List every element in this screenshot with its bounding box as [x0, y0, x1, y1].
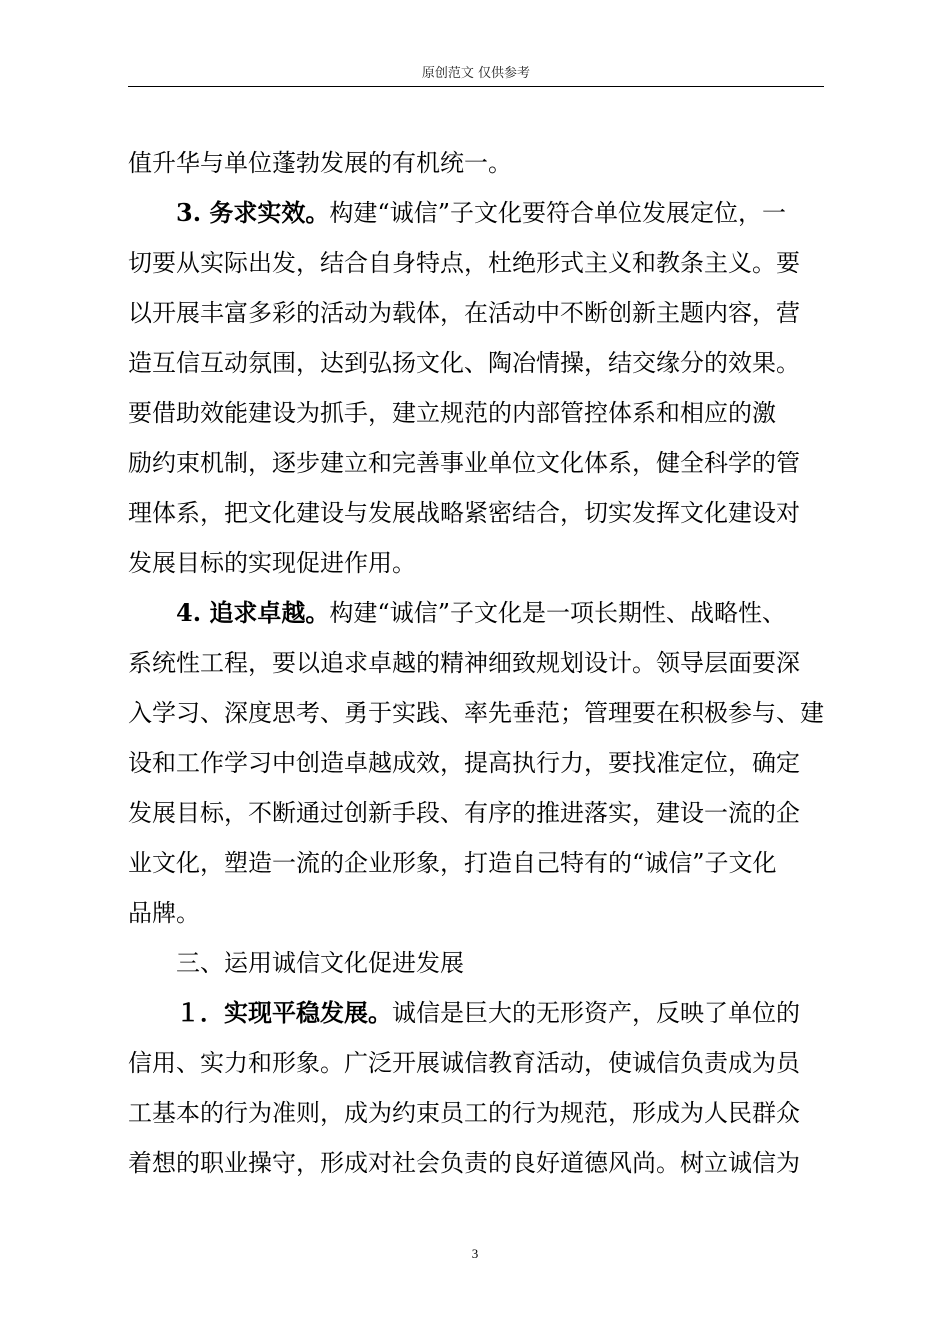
line-text: 品牌。 [128, 899, 200, 927]
line-text: 构建“诚信”子文化要符合单位发展定位，一 [329, 199, 786, 227]
line-text: 业文化，塑造一流的企业形象，打造自己特有的“诚信”子文化 [128, 849, 777, 877]
line-text: 设和工作学习中创造卓越成效，提高执行力，要找准定位，确定 [128, 749, 800, 777]
line-text: 切要从实际出发，结合自身特点，杜绝形式主义和教条主义。要 [128, 249, 800, 277]
line-bold-lead: １．实现平稳发展。 [176, 998, 392, 1027]
line-text: 诚信是巨大的无形资产，反映了单位的 [392, 999, 800, 1027]
paragraph-line [128, 1088, 828, 1138]
line-bold-lead: 3. 务求实效。 [176, 198, 330, 227]
paragraph-line [128, 488, 828, 538]
line-text: 发展目标的实现促进作用。 [128, 549, 416, 577]
line-text: 构建“诚信”子文化是一项长期性、战略性、 [329, 599, 786, 627]
paragraph-line [128, 288, 828, 338]
line-text: 系统性工程，要以追求卓越的精神细致规划设计。领导层面要深 [128, 649, 800, 677]
page-header: 原创范文 仅供参考 [421, 66, 531, 81]
line-text: 发展目标，不断通过创新手段、有序的推进落实，建设一流的企 [128, 799, 800, 827]
section-heading-text: 三、运用诚信文化促进发展 [176, 949, 464, 977]
paragraph-line [128, 238, 828, 288]
line-text: 以开展丰富多彩的活动为载体，在活动中不断创新主题内容，营 [128, 299, 800, 327]
paragraph-line [128, 838, 828, 888]
section-heading [128, 938, 828, 988]
line-text: 理体系，把文化建设与发展战略紧密结合，切实发挥文化建设对 [128, 499, 800, 527]
paragraph-line [128, 688, 828, 738]
document-body [128, 138, 828, 1188]
paragraph-line [128, 388, 828, 438]
paragraph-line [128, 738, 828, 788]
paragraph-line [128, 1038, 828, 1088]
header-divider [128, 86, 824, 87]
line-text: 造互信互动氛围，达到弘扬文化、陶冶情操，结交缘分的效果。 [128, 349, 800, 377]
paragraph-line [128, 888, 828, 938]
line-text: 要借助效能建设为抓手，建立规范的内部管控体系和相应的激 [128, 399, 776, 427]
paragraph-line [128, 588, 828, 638]
paragraph-line [128, 438, 828, 488]
paragraph-line [128, 788, 828, 838]
line-text: 信用、实力和形象。广泛开展诚信教育活动，使诚信负责成为员 [128, 1049, 800, 1077]
paragraph-line [128, 338, 828, 388]
paragraph-line [128, 988, 828, 1038]
page-number: 3 [471, 1246, 479, 1261]
paragraph-line [128, 538, 828, 588]
paragraph-line [128, 1138, 828, 1188]
paragraph-line [128, 138, 828, 188]
line-text: 工基本的行为准则，成为约束员工的行为规范，形成为人民群众 [128, 1099, 800, 1127]
line-text: 值升华与单位蓬勃发展的有机统一。 [128, 149, 512, 177]
line-text: 励约束机制，逐步建立和完善事业单位文化体系，健全科学的管 [128, 449, 800, 477]
line-text: 着想的职业操守，形成对社会负责的良好道德风尚。树立诚信为 [128, 1149, 800, 1177]
line-text: 入学习、深度思考、勇于实践、率先垂范；管理要在积极参与、建 [128, 699, 824, 727]
line-bold-lead: 4. 追求卓越。 [176, 598, 330, 627]
paragraph-line [128, 638, 828, 688]
paragraph-line [128, 188, 828, 238]
